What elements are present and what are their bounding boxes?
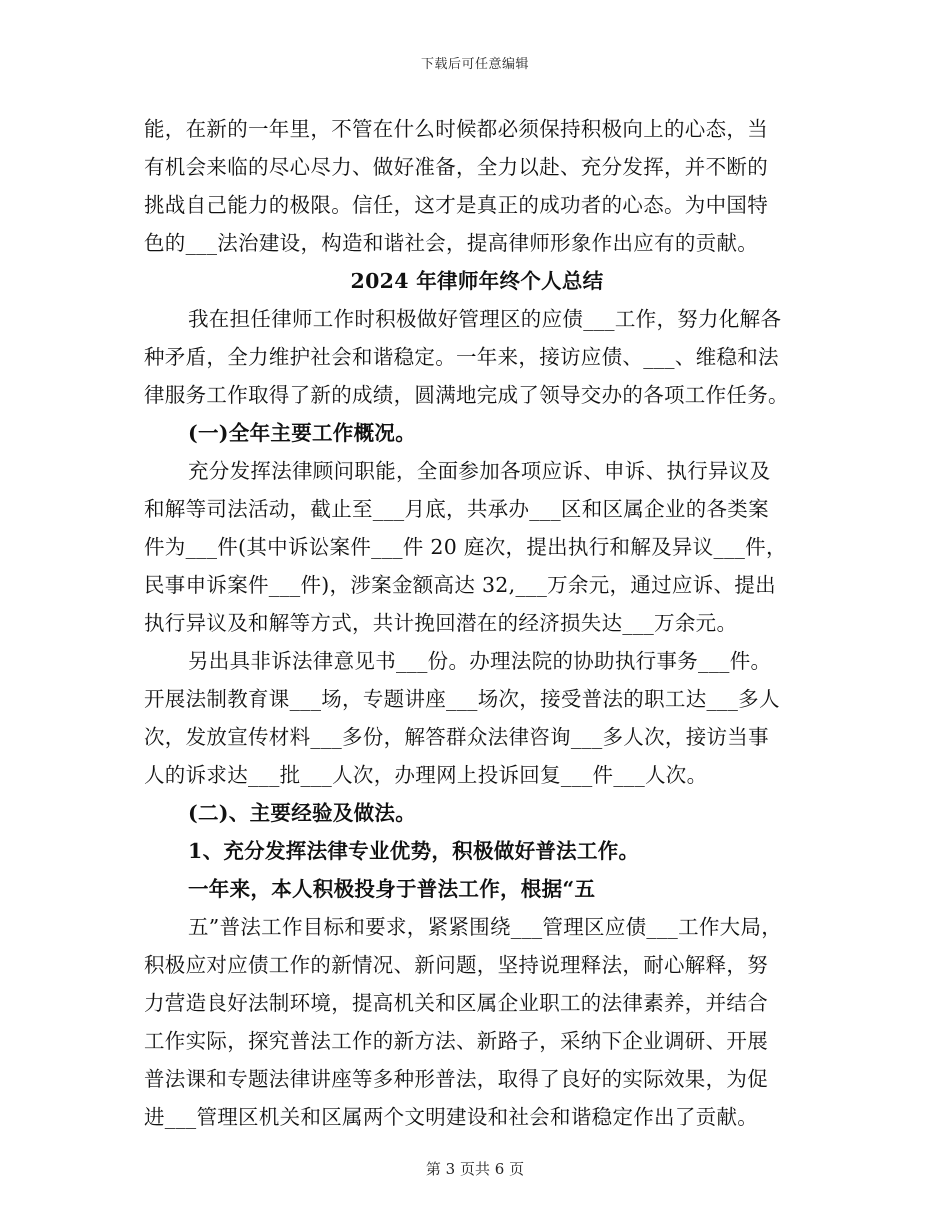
- subheading: (一)全年主要工作概况。: [188, 421, 416, 445]
- body-line: 种矛盾，全力维护社会和谐稳定。一年来，接访应债、___、维稳和法: [144, 345, 779, 369]
- body-line: 力营造良好法制环境，提高机关和区属企业职工的法律素养，并结合: [144, 991, 768, 1015]
- body-line: 挑战自己能力的极限。信任，这才是真正的成功者的心态。为中国特: [144, 193, 768, 217]
- body-line: 积极应对应债工作的新情况、新问题，坚持说理释法，耐心解释，努: [144, 953, 768, 977]
- body-line: 普法课和专题法律讲座等多种形普法，取得了良好的实际效果，为促: [144, 1067, 768, 1091]
- body-line: 开展法制教育课___场，专题讲座___场次，接受普法的职工达___多人: [144, 687, 780, 711]
- document-body: [144, 110, 810, 1136]
- body-line: 能，在新的一年里，不管在什么时候都必须保持积极向上的心态，当: [144, 117, 768, 141]
- body-line: 民事申诉案件___件)，涉案金额高达 32,___万余元，通过应诉、提出: [144, 573, 776, 597]
- page-footer: 第 3 页共 6 页: [425, 1160, 525, 1178]
- body-line: 执行异议及和解等方式，共计挽回潜在的经济损失达___万余元。: [144, 611, 738, 635]
- body-line: 有机会来临的尽心尽力、做好准备，全力以赴、充分发挥，并不断的: [144, 155, 768, 179]
- page-header: 下载后可任意编辑: [420, 57, 529, 72]
- body-line: 我在担任律师工作时积极做好管理区的应债___工作，努力化解各: [188, 307, 782, 331]
- subheading: 1、充分发挥法律专业优势，积极做好普法工作。: [188, 839, 640, 863]
- body-line: 充分发挥法律顾问职能，全面参加各项应诉、申诉、执行异议及: [188, 459, 771, 483]
- body-line: 律服务工作取得了新的成绩，圆满地完成了领导交办的各项工作任务。: [144, 383, 789, 407]
- section-title: 2024 年律师年终个人总结: [350, 269, 604, 293]
- body-line: 色的___法治建设，构造和谐社会，提高律师形象作出应有的贡献。: [144, 231, 759, 255]
- body-line: 另出具非诉法律意见书___份。办理法院的协助执行事务___件。: [188, 649, 772, 673]
- body-line: 人的诉求达___批___人次，办理网上投诉回复___件___人次。: [144, 763, 708, 787]
- subheading: (二)、主要经验及做法。: [188, 801, 416, 825]
- body-line: 进___管理区机关和区属两个文明建设和社会和谐稳定作出了贡献。: [144, 1105, 759, 1129]
- body-line: 次，发放宣传材料___多份，解答群众法律咨询___多人次，接访当事: [144, 725, 769, 749]
- subheading: 一年来，本人积极投身于普法工作，根据“五: [188, 877, 596, 901]
- body-line: 件为___件(其中诉讼案件___件 20 庭次，提出执行和解及异议___件，: [144, 535, 787, 559]
- body-line: 和解等司法活动，截止至___月底，共承办___区和区属企业的各类案: [144, 497, 769, 521]
- body-line: 五”普法工作目标和要求，紧紧围绕___管理区应债___工作大局，: [188, 915, 783, 939]
- body-line: 工作实际，探究普法工作的新方法、新路子，采纳下企业调研、开展: [144, 1029, 768, 1053]
